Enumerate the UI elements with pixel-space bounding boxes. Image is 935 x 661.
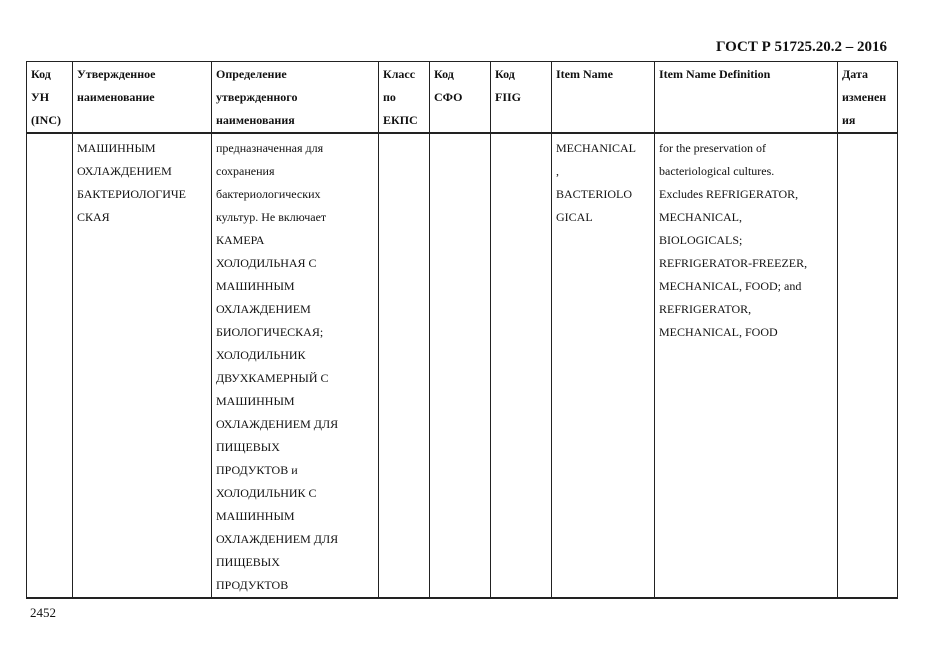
- cell-line: MECHANICAL, FOOD; and: [659, 279, 802, 293]
- cell-line: ХОЛОДИЛЬНАЯ С: [216, 256, 317, 270]
- header-item-name: [552, 62, 655, 134]
- cell-sfo-code: [430, 133, 491, 598]
- cell-line: ПИЩЕВЫХ: [216, 440, 280, 454]
- header-approved-name: [73, 62, 212, 134]
- header-sfo-code: [430, 62, 491, 134]
- cell-line: изменен: [842, 90, 887, 104]
- cell-line: культур. Не включает: [216, 210, 327, 224]
- cell-line: REFRIGERATOR-FREEZER,: [659, 256, 808, 270]
- cell-line: СКАЯ: [77, 210, 110, 224]
- cell-line: по: [383, 90, 396, 104]
- cell-line: Item Name: [556, 67, 613, 81]
- table-header-row: [27, 62, 898, 134]
- cell-line: BIOLOGICALS;: [659, 233, 743, 247]
- header-change-date: [838, 62, 898, 134]
- cell-line: МАШИННЫМ: [216, 279, 295, 293]
- cell-line: ОХЛАЖДЕНИЕМ: [216, 302, 311, 316]
- cell-line: Утвержденное: [77, 67, 156, 81]
- cell-item-name: [552, 133, 655, 598]
- document-standard-title: ГОСТ Р 51725.20.2 – 2016: [715, 39, 887, 55]
- header-definition: [212, 62, 379, 134]
- cell-line: Код: [434, 67, 454, 81]
- cell-line: ОХЛАЖДЕНИЕМ ДЛЯ: [216, 532, 339, 546]
- cell-line: СФО: [434, 90, 463, 104]
- cell-line: for the preservation of: [659, 141, 766, 155]
- cell-line: наименования: [216, 113, 295, 127]
- header-fiig-code: [491, 62, 552, 134]
- cell-line: сохранения: [216, 164, 275, 178]
- header-ekps-class: [379, 62, 430, 134]
- cell-line: BACTERIOLO: [556, 187, 632, 201]
- cell-line: Excludes REFRIGERATOR,: [659, 187, 799, 201]
- cell-line: ПРОДУКТОВ: [216, 578, 289, 592]
- cell-line: ия: [842, 113, 856, 127]
- cell-line: bacteriological cultures.: [659, 164, 775, 178]
- cell-line: МАШИННЫМ: [216, 394, 295, 408]
- cell-line: Код: [31, 67, 51, 81]
- cell-line: БИОЛОГИЧЕСКАЯ;: [216, 325, 324, 339]
- header-item-name-definition: [655, 62, 838, 134]
- cell-approved-name: [73, 133, 212, 598]
- cell-line: FIIG: [495, 90, 522, 104]
- cell-line: ЕКПС: [383, 113, 418, 127]
- cell-line: ПРОДУКТОВ и: [216, 463, 298, 477]
- cell-line: REFRIGERATOR,: [659, 302, 752, 316]
- cell-line: MECHANICAL, FOOD: [659, 325, 778, 339]
- cell-line: ОХЛАЖДЕНИЕМ: [77, 164, 172, 178]
- cell-line: МАШИННЫМ: [216, 509, 295, 523]
- header-inc-code: [27, 62, 73, 134]
- cell-change-date: [838, 133, 898, 598]
- cell-line: утвержденного: [216, 90, 298, 104]
- cell-line: УН: [31, 90, 50, 104]
- cell-item-name-definition: [655, 133, 838, 598]
- cell-fiig-code: [491, 133, 552, 598]
- table-row: [27, 133, 898, 598]
- cell-line: ОХЛАЖДЕНИЕМ ДЛЯ: [216, 417, 339, 431]
- cell-line: наименование: [77, 90, 155, 104]
- cell-line: Дата: [842, 67, 868, 81]
- page-number: 2452: [30, 605, 56, 620]
- cell-line: ДВУХКАМЕРНЫЙ С: [216, 371, 329, 385]
- cell-line: ПИЩЕВЫХ: [216, 555, 280, 569]
- cell-definition: [212, 133, 379, 598]
- cell-inc-code: [27, 133, 73, 598]
- cell-line: ,: [556, 164, 559, 178]
- cell-line: Класс: [383, 67, 416, 81]
- catalog-table: [26, 61, 898, 599]
- cell-line: MECHANICAL: [556, 141, 636, 155]
- cell-line: ХОЛОДИЛЬНИК С: [216, 486, 317, 500]
- cell-line: ХОЛОДИЛЬНИК: [216, 348, 306, 362]
- cell-line: MECHANICAL,: [659, 210, 742, 224]
- cell-line: МАШИННЫМ: [77, 141, 156, 155]
- cell-line: (INC): [31, 113, 61, 127]
- cell-line: Код: [495, 67, 515, 81]
- cell-line: Item Name Definition: [659, 67, 771, 81]
- cell-line: БАКТЕРИОЛОГИЧЕ: [77, 187, 187, 201]
- cell-line: бактериологических: [216, 187, 321, 201]
- cell-line: Определение: [216, 67, 287, 81]
- cell-line: КАМЕРА: [216, 233, 265, 247]
- cell-ekps-class: [379, 133, 430, 598]
- cell-line: предназначенная для: [216, 141, 324, 155]
- cell-line: GICAL: [556, 210, 593, 224]
